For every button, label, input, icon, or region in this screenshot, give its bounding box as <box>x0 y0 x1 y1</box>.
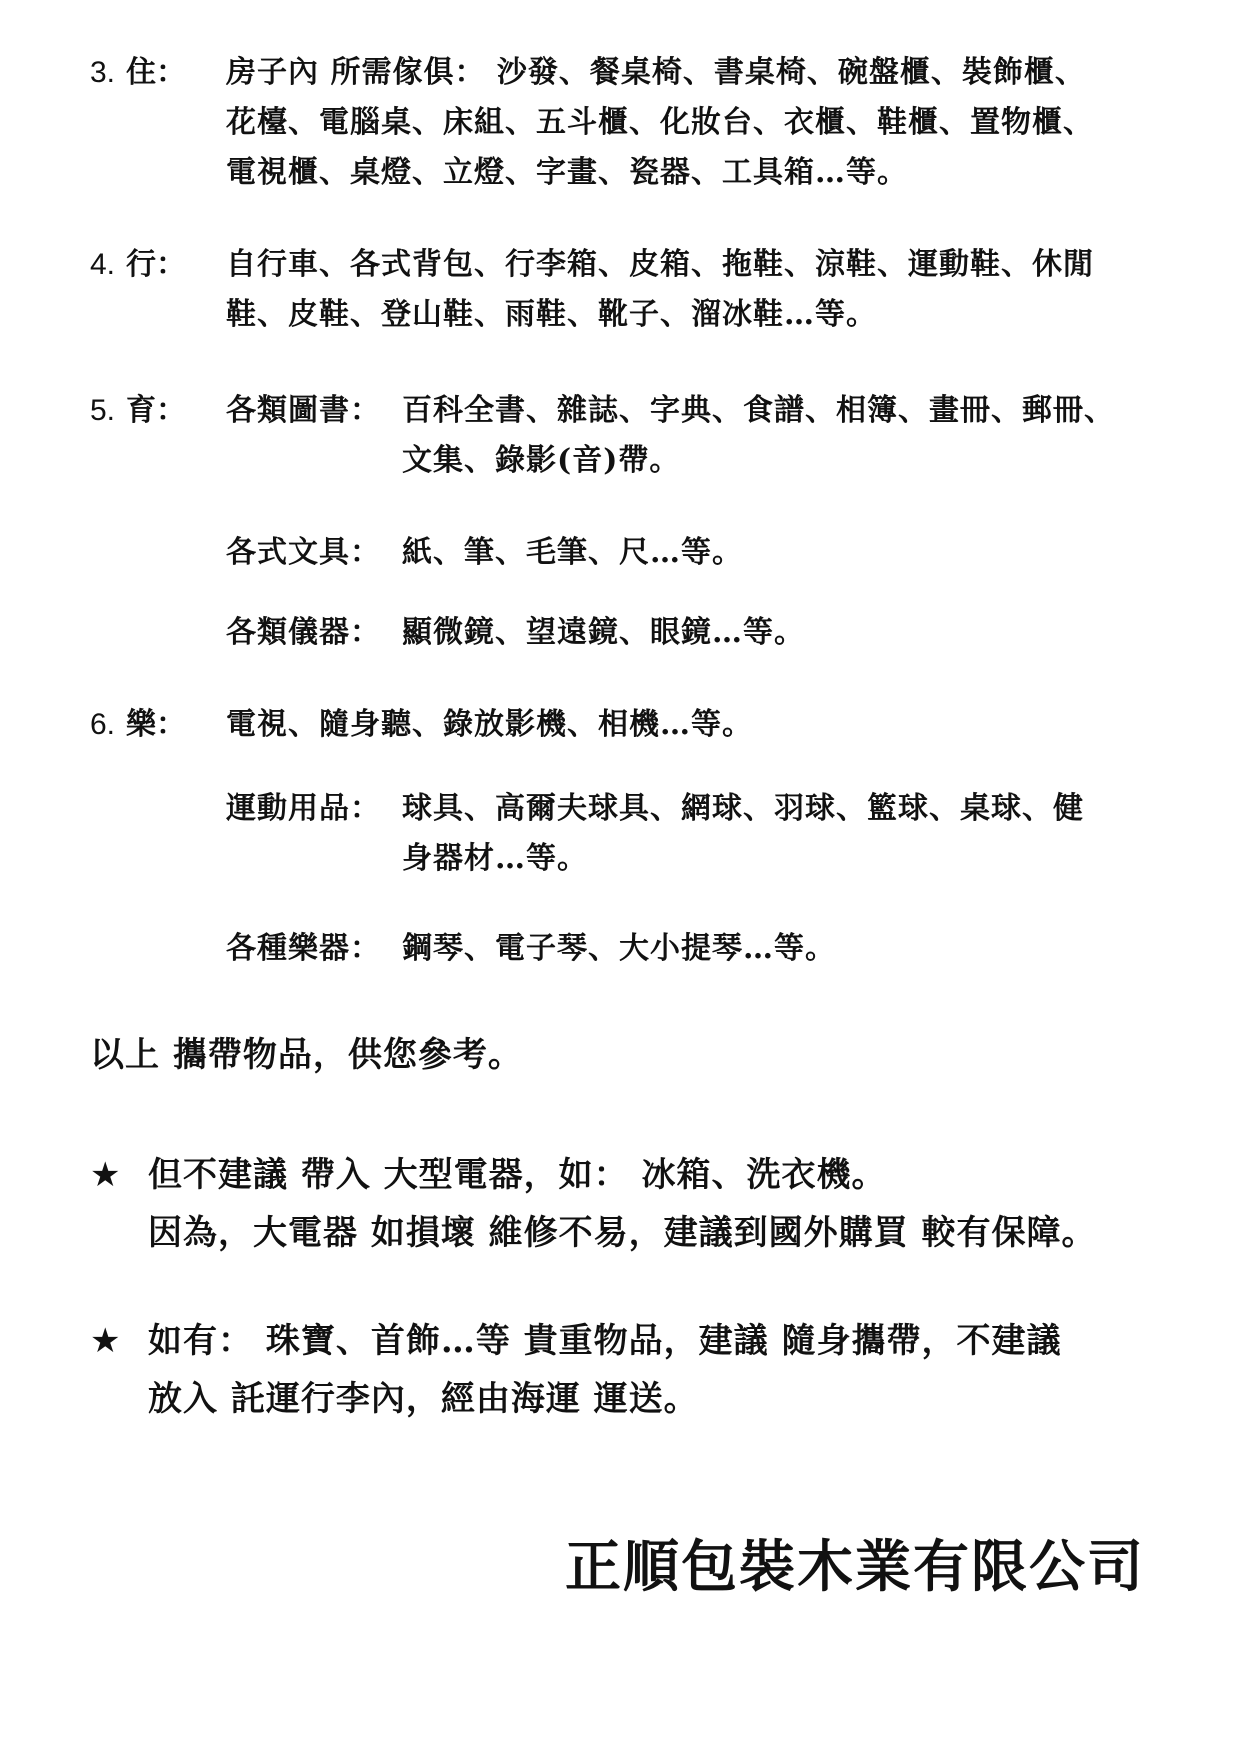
section-body <box>226 48 1094 198</box>
section-6 <box>90 700 753 750</box>
books-label: 各類圖書： <box>226 393 381 428</box>
section-line: 自行車、各式背包、行李箱、皮箱、拖鞋、涼鞋、運動鞋、休閒 <box>226 247 1094 282</box>
books-line: 文集、錄影(音)帶。 <box>402 443 681 478</box>
section-5 <box>90 386 1115 486</box>
summary-text: 以上 攜帶物品，供您參考。 <box>90 1035 523 1075</box>
music-label: 各種樂器： <box>226 931 381 966</box>
section-line: 花檯、電腦桌、床組、五斗櫃、化妝台、衣櫃、鞋櫃、置物櫃、 <box>226 105 1094 140</box>
instruments-row <box>226 608 805 658</box>
sports-label: 運動用品： <box>226 791 381 826</box>
section-line: 房子內 所需傢俱： 沙發、餐桌椅、書桌椅、碗盤櫃、裝飾櫃、 <box>226 55 1086 90</box>
section-category: 住： <box>126 55 186 90</box>
section-category: 樂： <box>126 707 186 742</box>
note-line: 放入 託運行李內，經由海運 運送。 <box>148 1379 699 1419</box>
note-line: 但不建議 帶入 大型電器，如： 冰箱、洗衣機。 <box>148 1155 887 1195</box>
star-icon: ★ <box>90 1155 121 1195</box>
stationery-label: 各式文具： <box>226 535 381 570</box>
section-body <box>226 240 1094 340</box>
section-4 <box>90 240 1094 340</box>
section-3 <box>90 48 1094 198</box>
company-name: 正順包裝木業有限公司 <box>565 1534 1145 1600</box>
sports-row <box>226 784 1084 884</box>
section-number: 6. <box>90 708 116 741</box>
instruments-text: 顯微鏡、望遠鏡、眼鏡…等。 <box>402 615 805 650</box>
section-line: 電視、隨身聽、錄放影機、相機…等。 <box>226 707 753 742</box>
section-category: 育： <box>126 393 186 428</box>
stationery-text: 紙、筆、毛筆、尺…等。 <box>402 535 743 570</box>
section-line: 鞋、皮鞋、登山鞋、雨鞋、靴子、溜冰鞋…等。 <box>226 297 877 332</box>
note-line: 如有： 珠寶、首飾…等 貴重物品，建議 隨身攜帶，不建議 <box>148 1321 1062 1361</box>
music-row <box>226 924 836 974</box>
section-number: 3. <box>90 56 116 89</box>
music-text: 鋼琴、電子琴、大小提琴…等。 <box>402 931 836 966</box>
section-number: 5. <box>90 394 116 427</box>
section-category: 行： <box>126 247 186 282</box>
star-icon: ★ <box>90 1321 121 1361</box>
books-body <box>402 386 1115 486</box>
section-number: 4. <box>90 248 116 281</box>
books-line: 百科全書、雜誌、字典、食譜、相簿、畫冊、郵冊、 <box>402 393 1115 428</box>
stationery-row <box>226 528 743 578</box>
section-line: 電視櫃、桌燈、立燈、字畫、瓷器、工具箱…等。 <box>226 155 908 190</box>
instruments-label: 各類儀器： <box>226 615 381 650</box>
sports-line: 身器材…等。 <box>402 841 588 876</box>
sports-line: 球具、高爾夫球具、網球、羽球、籃球、桌球、健 <box>402 791 1084 826</box>
note-line: 因為，大電器 如損壞 維修不易，建議到國外購買 較有保障。 <box>148 1213 1097 1253</box>
sports-body <box>402 784 1084 884</box>
